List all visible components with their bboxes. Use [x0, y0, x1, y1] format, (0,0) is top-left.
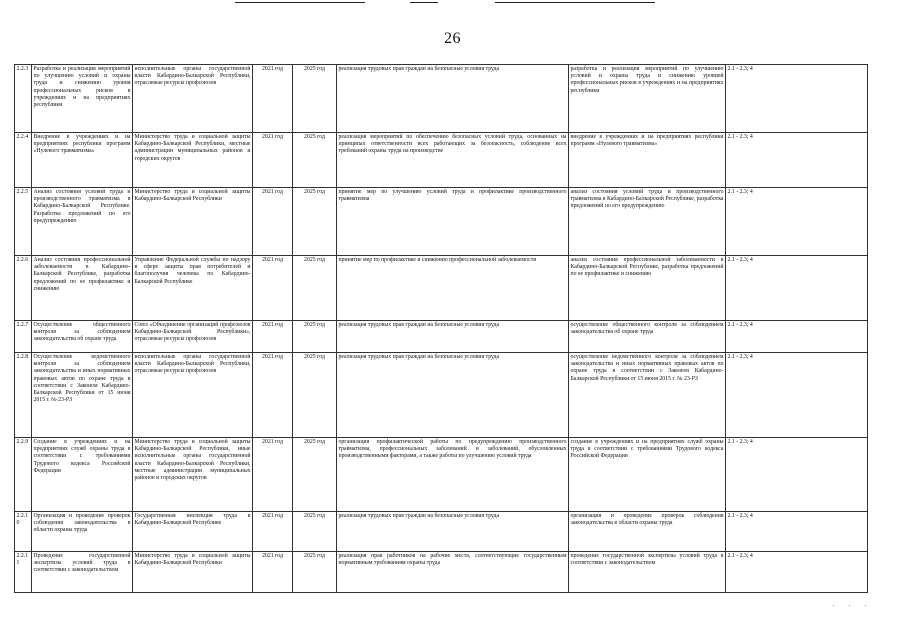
row-number: 2.2.11	[15, 552, 32, 593]
table-row	[15, 256, 868, 321]
result-cell: принятие мер по профилактике и снижению профессиональной заболеваемости	[337, 256, 569, 321]
start-year-cell: 2021 год	[253, 552, 293, 593]
executor-cell: исполнительные органы государственной власти Кабардино-Балкарской Республики, отраслевые ресурсы профсоюзов	[133, 65, 253, 133]
top-rule-right	[495, 2, 655, 3]
effect-cell: организация и проведение проверок соблюдения законодательства в области охраны труда	[569, 512, 726, 552]
activity-cell: Проведение государственной экспертизы условий труда в соответствии с законодательством	[32, 552, 133, 593]
activity-cell: Осуществление общественного контроля за соблюдением законодательства об охране труда	[32, 321, 133, 353]
table-row	[15, 65, 868, 133]
corner-marks: · · ·	[832, 602, 873, 610]
start-year-cell: 2021 год	[253, 133, 293, 188]
table-row	[15, 188, 868, 256]
end-year-cell: 2025 год	[293, 256, 337, 321]
activity-cell: Анализ состояния профессиональной заболеваемости в Кабардино-Балкарской Республике, разработка предложений по ее профилактике и снижению	[32, 256, 133, 321]
row-number: 2.2.10	[15, 512, 32, 552]
row-number: 2.2.7	[15, 321, 32, 353]
effect-cell: разработка и реализация мероприятий по улучшению условий и охраны труда и снижению уровней профессиональных рисков в учреждениях и на предприятиях республики	[569, 65, 726, 133]
top-rule-mid	[410, 2, 438, 3]
executor-cell: исполнительные органы государственной власти Кабардино-Балкарской Республики, отраслевые ресурсы профсоюзов	[133, 353, 253, 438]
reference-cell: 2.1 - 2.3; 4	[726, 512, 868, 552]
effect-cell: анализ состояния профессиональной заболеваемости в Кабардино-Балкарской Республике, разработка предложений по ее профилактике и снижению	[569, 256, 726, 321]
activity-cell: Организация и проведение проверок соблюдения законодательства в области охраны труда	[32, 512, 133, 552]
table-body	[15, 65, 868, 593]
result-cell: организация профилактической работы по предупреждению производственного травматизма, профессиональных заболеваний и заболеваний, обусловленных производственными факторами, а также работы по улучшению условий труда	[337, 438, 569, 512]
executor-cell: Министерство труда и социальной защиты Кабардино-Балкарской Республики	[133, 552, 253, 593]
effect-cell: проведение государственной экспертизы условий труда в соответствии с законодательством	[569, 552, 726, 593]
table-row	[15, 133, 868, 188]
activity-cell: Разработка и реализация мероприятий по улучшению условий и охраны труда и снижению уровня профессиональных рисков в учреждениях и на предприятиях республики	[32, 65, 133, 133]
row-number: 2.2.5	[15, 188, 32, 256]
measures-table	[14, 64, 868, 593]
end-year-cell: 2025 год	[293, 188, 337, 256]
activity-cell: Внедрение в учреждениях и на предприятиях республики программ «Нулевого травматизма»	[32, 133, 133, 188]
start-year-cell: 2021 год	[253, 321, 293, 353]
result-cell: реализация мероприятий по обеспечению безопасных условий труда, основанных на принципах ответственности всех работающих за безопасность, соблюдение всех требований охраны труда на производстве	[337, 133, 569, 188]
end-year-cell: 2025 год	[293, 321, 337, 353]
result-cell: реализация трудовых прав граждан на безопасные условия труда	[337, 65, 569, 133]
row-number: 2.2.4	[15, 133, 32, 188]
start-year-cell: 2021 год	[253, 353, 293, 438]
reference-cell: 2.1 - 2.3; 4	[726, 256, 868, 321]
table-row	[15, 438, 868, 512]
table-row	[15, 552, 868, 593]
executor-cell: Министерство труда и социальной защиты Кабардино-Балкарской Республики	[133, 188, 253, 256]
end-year-cell: 2025 год	[293, 512, 337, 552]
page-number: 26	[444, 30, 461, 47]
row-number: 2.2.8	[15, 353, 32, 438]
end-year-cell: 2025 год	[293, 353, 337, 438]
end-year-cell: 2025 год	[293, 438, 337, 512]
result-cell: реализация трудовых прав граждан на безопасные условия труда	[337, 321, 569, 353]
end-year-cell: 2025 год	[293, 552, 337, 593]
executor-cell: Министерство труда и социальной защиты Кабардино-Балкарской Республики, местные администрации муниципальных районов и городских округов	[133, 133, 253, 188]
reference-cell: 2.1 - 2.3; 4	[726, 552, 868, 593]
reference-cell: 2.1 - 2.3; 4	[726, 353, 868, 438]
result-cell: реализация трудовых прав граждан на безопасные условия труда	[337, 512, 569, 552]
reference-cell: 2.1 - 2.3; 4	[726, 133, 868, 188]
executor-cell: Министерство труда и социальной защиты Кабардино-Балкарской Республики, иные исполнительные органы государственной власти Кабардино-Балкарской Республики, местные администрации муниципальных районов и городских округов	[133, 438, 253, 512]
effect-cell: внедрение в учреждениях и на предприятиях республики программ «Нулевого травматизма»	[569, 133, 726, 188]
executor-cell: Государственная инспекция труда в Кабардино-Балкарской Республике	[133, 512, 253, 552]
result-cell: принятие мер по улучшению условий труда и профилактике производственного травматизма	[337, 188, 569, 256]
effect-cell: создание в учреждениях и на предприятиях служб охраны труда в соответствии с требованиями Трудового кодекса Российской Федерации	[569, 438, 726, 512]
activity-cell: Анализ состояния условий труда и производственного травматизма в Кабардино-Балкарской Республике. Разработка предложений по его предупреждению	[32, 188, 133, 256]
activity-cell: Осуществление ведомственного контроля за соблюдением законодательства и иных нормативных правовых актов по охране труда в соответствии с Законом Кабардино-Балкарской Республики от 15 июня 2015 г. № 23-РЗ	[32, 353, 133, 438]
top-rule-left	[235, 2, 365, 3]
row-number: 2.2.3	[15, 65, 32, 133]
table-row	[15, 512, 868, 552]
activity-cell: Создание в учреждениях и на предприятиях служб охраны труда в соответствии с требованиями Трудового кодекса Российской Федерации	[32, 438, 133, 512]
result-cell: реализация прав работников на рабочие места, соответствующие государственным нормативным требованиям охраны труда	[337, 552, 569, 593]
row-number: 2.2.9	[15, 438, 32, 512]
row-number: 2.2.6	[15, 256, 32, 321]
end-year-cell: 2025 год	[293, 65, 337, 133]
start-year-cell: 2021 год	[253, 188, 293, 256]
start-year-cell: 2021 год	[253, 65, 293, 133]
result-cell: реализация трудовых прав граждан на безопасные условия труда	[337, 353, 569, 438]
start-year-cell: 2021 год	[253, 438, 293, 512]
table-row	[15, 321, 868, 353]
effect-cell: осуществление ведомственного контроля за соблюдением законодательства и иных нормативных правовых актов по охране труда в соответствии с Законом Кабардино-Балкарской Республики от 15 июня 2015 г. № 23-РЗ	[569, 353, 726, 438]
start-year-cell: 2021 год	[253, 256, 293, 321]
end-year-cell: 2025 год	[293, 133, 337, 188]
executor-cell: Союз «Объединение организаций профсоюзов Кабардино-Балкарской Республики», отраслевые ресурсы профсоюзов	[133, 321, 253, 353]
reference-cell: 2.1 - 2.3; 4	[726, 65, 868, 133]
start-year-cell: 2021 год	[253, 512, 293, 552]
reference-cell: 2.1 - 2.3; 4	[726, 438, 868, 512]
effect-cell: осуществление общественного контроля за соблюдением законодательства об охране труда	[569, 321, 726, 353]
effect-cell: анализ состояния условий труда и производственного травматизма в Кабардино-Балкарской Республике, разработка предложений по его предупреждению	[569, 188, 726, 256]
reference-cell: 2.1 - 2.3; 4	[726, 321, 868, 353]
executor-cell: Управление Федеральной службы по надзору в сфере защиты прав потребителей и благополучия человека по Кабардино-Балкарской Республике	[133, 256, 253, 321]
table-row	[15, 353, 868, 438]
reference-cell: 2.1 - 2.3; 4	[726, 188, 868, 256]
